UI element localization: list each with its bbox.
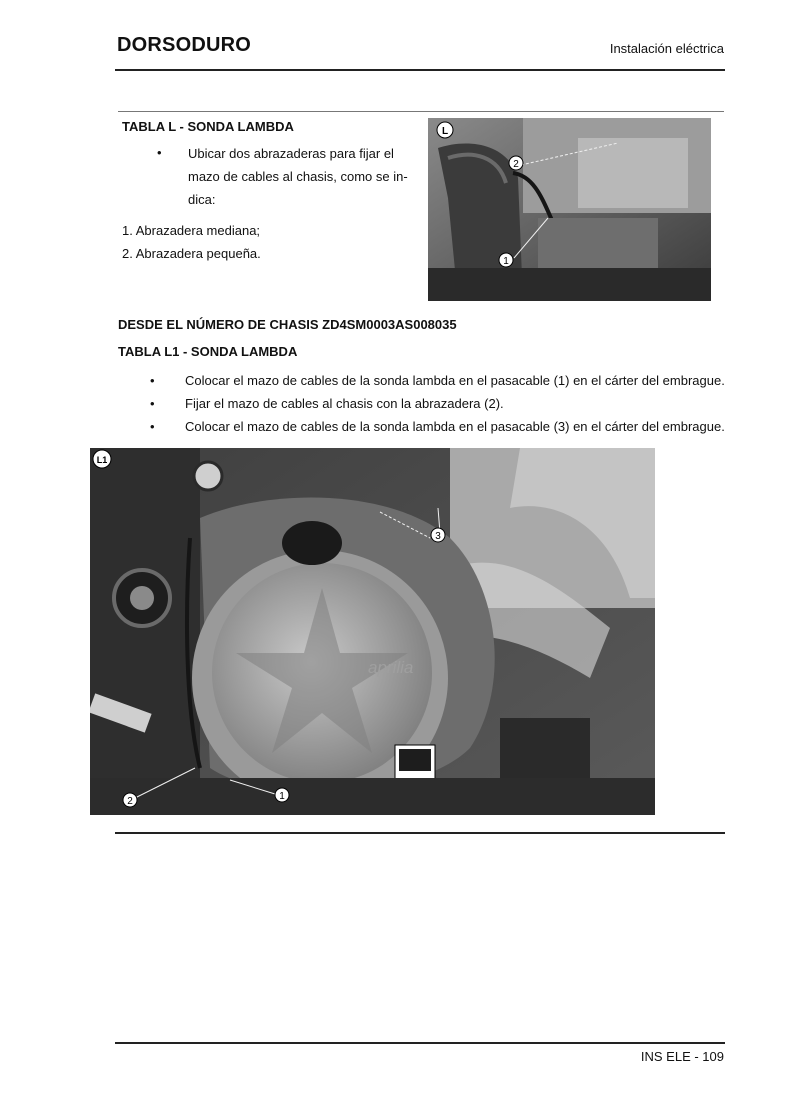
- figure-l1-callout-2: 2: [127, 796, 133, 807]
- figure-l-label: L: [441, 126, 449, 137]
- table-l1-title: TABLA L1 - SONDA LAMBDA: [118, 344, 298, 359]
- table-l-bullet-line-2: mazo de cables al chasis, como se in-: [188, 169, 408, 184]
- table-l1-bullet-2-text: Fijar el mazo de cables al chasis con la abrazadera (2).: [185, 396, 504, 411]
- section-title: Instalación eléctrica: [609, 41, 724, 56]
- page-number: INS ELE - 109: [640, 1049, 724, 1064]
- table-l1-bullet-1: • Colocar el mazo de cables de la sonda lambda en el pasacable (1) en el cárter del embrague.: [150, 369, 730, 392]
- oil-cap: [282, 521, 342, 565]
- starter-motor: [500, 718, 590, 788]
- content-end-rule: [115, 832, 725, 834]
- figure-l1-photo: [90, 448, 655, 815]
- table-l-item-1: 1. Abrazadera mediana;: [122, 223, 261, 238]
- figure-l-photo: [428, 118, 711, 301]
- table-l-top-rule: [118, 111, 724, 112]
- table-l-bullet-text: [188, 142, 428, 211]
- table-l1-bullets: [150, 369, 730, 438]
- table-l1-bullet-3-text: Colocar el mazo de cables de la sonda lambda en el pasacable (3) en el cárter del embrague.: [185, 419, 725, 434]
- figure-l-callout-1: 1: [503, 256, 509, 267]
- table-l1-bullet-2: • Fijar el mazo de cables al chasis con la abrazadera (2).: [150, 392, 730, 415]
- chassis-number-note: DESDE EL NÚMERO DE CHASIS ZD4SM0003AS008035: [118, 317, 457, 332]
- table-l1-bullet-1-text: Colocar el mazo de cables de la sonda lambda en el pasacable (1) en el cárter del embrague.: [185, 373, 725, 388]
- table-l1-bullet-3: • Colocar el mazo de cables de la sonda lambda en el pasacable (3) en el cárter del embrague.: [150, 415, 730, 438]
- figure-l-illustration: [428, 118, 711, 301]
- table-l-bullet: •: [157, 145, 162, 160]
- table-l-bullet-line-3: dica:: [188, 192, 216, 207]
- footer-rule: [115, 1042, 725, 1044]
- document-brand: DORSODURO: [117, 34, 252, 56]
- figure-l1-illustration: [90, 448, 655, 815]
- engine-brand-emboss: aprilia: [368, 658, 414, 677]
- table-l-list: [122, 219, 261, 265]
- figure-l1-callout-3: 3: [435, 531, 441, 542]
- figure-l1-callout-1: 1: [279, 791, 285, 802]
- header-rule: [115, 69, 725, 71]
- table-l-bullet-line-1: Ubicar dos abrazaderas para fijar el: [188, 146, 394, 161]
- table-l-title: TABLA L - SONDA LAMBDA: [122, 119, 294, 134]
- figure-l-callout-2: 2: [513, 159, 519, 170]
- figure-l1-label: L1: [96, 455, 108, 465]
- table-l-item-2: 2. Abrazadera pequeña.: [122, 246, 261, 261]
